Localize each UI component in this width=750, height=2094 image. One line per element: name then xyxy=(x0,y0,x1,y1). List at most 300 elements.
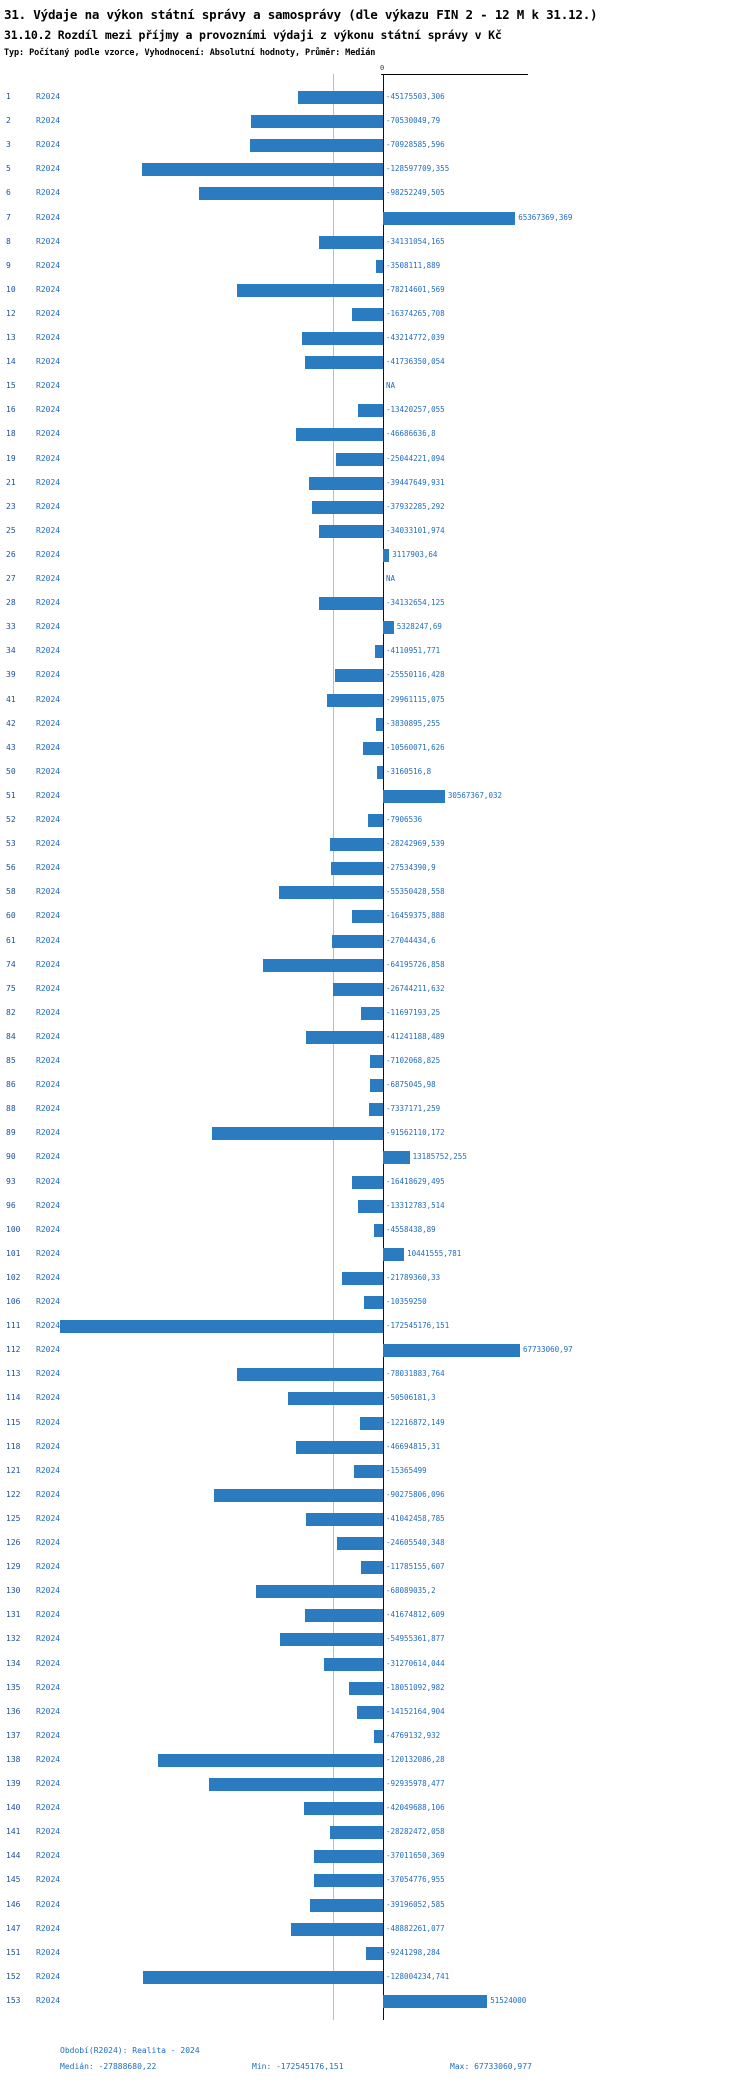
row-value-label: -39447649,931 xyxy=(386,477,445,487)
chart-row xyxy=(0,520,750,544)
row-period-label: R2024 xyxy=(36,1297,61,1306)
bar xyxy=(296,1441,383,1454)
chart-row xyxy=(0,1460,750,1484)
row-value-label: -92935978,477 xyxy=(386,1779,445,1788)
bar xyxy=(383,790,445,803)
row-index-label: 23 xyxy=(6,501,16,511)
row-index-label: 8 xyxy=(6,236,11,246)
row-index-label: 147 xyxy=(6,1923,21,1933)
bar xyxy=(352,910,383,923)
bar xyxy=(366,1947,383,1960)
row-period-label: R2024 xyxy=(36,1224,61,1234)
chart-row xyxy=(0,616,750,640)
chart-row xyxy=(0,1171,750,1195)
chart-row xyxy=(0,1725,750,1749)
row-value-label: 3117903,64 xyxy=(392,549,438,559)
row-value-label: -11785155,607 xyxy=(386,1562,445,1572)
bar xyxy=(279,886,383,899)
row-index-label: 2 xyxy=(6,116,11,126)
row-value-label: -41736350,054 xyxy=(386,357,445,367)
row-value-label: 13185752,255 xyxy=(412,1152,467,1162)
bar xyxy=(369,1103,383,1116)
row-period-label: R2024 xyxy=(36,188,61,198)
row-value-label: -34033101,974 xyxy=(386,525,445,535)
chart-row xyxy=(0,1749,750,1773)
chart-row xyxy=(0,1387,750,1411)
bar xyxy=(310,1899,383,1912)
chart-row xyxy=(0,279,750,303)
row-index-label: 7 xyxy=(6,212,11,222)
row-index-label: 42 xyxy=(6,718,16,728)
row-index-label: 12 xyxy=(6,308,16,318)
row-period-label: R2024 xyxy=(36,1827,61,1837)
row-period-label: R2024 xyxy=(36,1513,61,1523)
min-label: Min: -172545176,151 xyxy=(252,2062,344,2071)
chart-row xyxy=(0,399,750,423)
row-value-label: -39196052,585 xyxy=(386,1899,445,1909)
bar xyxy=(383,1344,520,1357)
row-index-label: 93 xyxy=(6,1176,16,1186)
row-index-label: 90 xyxy=(6,1152,16,1162)
bar xyxy=(319,525,383,538)
row-value-label: -9241298,284 xyxy=(386,1947,441,1957)
row-period-label: R2024 xyxy=(36,1104,61,1114)
row-index-label: 61 xyxy=(6,935,16,945)
row-period-label: R2024 xyxy=(36,1851,61,1861)
bar xyxy=(305,356,383,369)
row-period-label: R2024 xyxy=(36,935,61,945)
row-index-label: 41 xyxy=(6,694,16,704)
bar xyxy=(377,766,383,779)
row-period-label: R2024 xyxy=(36,646,61,656)
row-index-label: 21 xyxy=(6,477,16,487)
chart-row xyxy=(0,809,750,833)
bar xyxy=(143,1971,383,1984)
row-period-label: R2024 xyxy=(36,1465,61,1475)
chart-row xyxy=(0,1436,750,1460)
chart-row xyxy=(0,1412,750,1436)
bar xyxy=(333,983,383,996)
chart-row xyxy=(0,1821,750,1845)
bar xyxy=(383,621,394,634)
row-period-label: R2024 xyxy=(36,1682,61,1692)
row-index-label: 131 xyxy=(6,1610,21,1620)
chart-row xyxy=(0,1050,750,1074)
row-value-label: -34132654,125 xyxy=(386,598,445,608)
row-value-label: -68089035,2 xyxy=(386,1586,436,1596)
row-value-label: -98252249,505 xyxy=(386,188,445,198)
bar xyxy=(212,1127,383,1140)
bar xyxy=(363,742,383,755)
bar xyxy=(158,1754,383,1767)
chart-row xyxy=(0,713,750,737)
row-period-label: R2024 xyxy=(36,911,61,921)
row-value-label: 67733060,97 xyxy=(523,1345,573,1355)
row-period-label: R2024 xyxy=(36,1128,61,1138)
row-index-label: 3 xyxy=(6,140,11,150)
chart-row xyxy=(0,737,750,761)
row-value-label: 65367369,369 xyxy=(518,212,573,222)
bar xyxy=(383,549,389,562)
row-value-label: -31270614,044 xyxy=(386,1658,445,1668)
row-period-label: R2024 xyxy=(36,308,61,318)
bar xyxy=(370,1079,383,1092)
row-index-label: 60 xyxy=(6,911,16,921)
row-index-label: 152 xyxy=(6,1971,21,1981)
bar xyxy=(209,1778,383,1791)
chart-row xyxy=(0,785,750,809)
row-period-label: R2024 xyxy=(36,1080,61,1090)
row-value-label: -43214772,039 xyxy=(386,333,445,342)
bar xyxy=(304,1802,383,1815)
row-index-label: 136 xyxy=(6,1706,21,1716)
row-period-label: R2024 xyxy=(36,1248,61,1258)
bar xyxy=(352,308,383,321)
row-period-label: R2024 xyxy=(36,790,61,800)
row-index-label: 33 xyxy=(6,622,16,632)
chart-row xyxy=(0,1315,750,1339)
row-index-label: 153 xyxy=(6,1995,21,2005)
bar xyxy=(312,501,383,514)
row-value-label: -7906536 xyxy=(386,815,423,824)
row-period-label: R2024 xyxy=(36,1007,61,1017)
row-value-label: -14152164,904 xyxy=(386,1706,445,1716)
chart-row xyxy=(0,857,750,881)
row-index-label: 26 xyxy=(6,549,16,559)
bar xyxy=(374,1224,383,1237)
chart-row xyxy=(0,1026,750,1050)
chart-row xyxy=(0,1122,750,1146)
row-value-label: -4769132,932 xyxy=(386,1730,441,1740)
row-value-label: 30567367,032 xyxy=(447,790,502,800)
bar xyxy=(319,597,383,610)
row-index-label: 146 xyxy=(6,1899,21,1909)
bar xyxy=(142,163,383,176)
row-value-label: -6875045,98 xyxy=(386,1080,436,1090)
row-value-label: 10441555,781 xyxy=(407,1248,462,1258)
row-index-label: 140 xyxy=(6,1803,21,1813)
bar xyxy=(302,332,383,345)
axis-top-line xyxy=(381,74,528,75)
row-value-label: -25044221,094 xyxy=(386,453,445,463)
bar xyxy=(383,1995,487,2008)
bar xyxy=(383,212,515,225)
row-period-label: R2024 xyxy=(36,1369,61,1379)
chart-row xyxy=(0,1990,750,2014)
chart-row xyxy=(0,978,750,1002)
row-value-label: -120132086,28 xyxy=(386,1754,445,1764)
chart-row xyxy=(0,1628,750,1652)
chart-type-line: Typ: Počítaný podle vzorce, Vyhodnocení: Absolutní hodnoty, Průměr: Medián xyxy=(4,48,376,58)
row-value-label: -7337171,259 xyxy=(386,1104,441,1114)
row-index-label: 1 xyxy=(6,92,11,101)
row-period-label: R2024 xyxy=(36,1176,61,1186)
row-period-label: R2024 xyxy=(36,1947,61,1957)
row-value-label: -25550116,428 xyxy=(386,670,445,680)
row-value-label: -91562110,172 xyxy=(386,1128,445,1138)
bar xyxy=(60,1320,383,1333)
row-value-label: 51524000 xyxy=(490,1995,527,2005)
row-period-label: R2024 xyxy=(36,622,61,632)
row-index-label: 85 xyxy=(6,1056,16,1065)
row-period-label: R2024 xyxy=(36,1706,61,1716)
chart-row xyxy=(0,1966,750,1990)
row-period-label: R2024 xyxy=(36,1971,61,1981)
bar xyxy=(237,284,383,297)
chart-row xyxy=(0,905,750,929)
row-period-label: R2024 xyxy=(36,1272,61,1282)
chart-row xyxy=(0,689,750,713)
row-period-label: R2024 xyxy=(36,1152,61,1162)
row-index-label: 141 xyxy=(6,1827,21,1837)
chart-row xyxy=(0,1604,750,1628)
bar xyxy=(280,1633,383,1646)
row-value-label: NA xyxy=(386,574,396,583)
row-period-label: R2024 xyxy=(36,1538,61,1547)
chart-row xyxy=(0,568,750,592)
chart-row xyxy=(0,592,750,616)
row-value-label: -16418629,495 xyxy=(386,1176,445,1186)
bar xyxy=(383,1248,404,1261)
row-period-label: R2024 xyxy=(36,1393,61,1403)
chart-row xyxy=(0,448,750,472)
chart-row xyxy=(0,1484,750,1508)
row-index-label: 130 xyxy=(6,1586,21,1596)
bar xyxy=(250,139,383,152)
row-value-label: -21789360,33 xyxy=(386,1272,441,1282)
row-value-label: -4558438,89 xyxy=(386,1224,436,1234)
chart-row xyxy=(0,496,750,520)
row-index-label: 10 xyxy=(6,284,16,294)
row-period-label: R2024 xyxy=(36,1562,61,1572)
row-index-label: 132 xyxy=(6,1634,21,1644)
row-value-label: -78031883,764 xyxy=(386,1369,445,1379)
row-period-label: R2024 xyxy=(36,405,61,415)
row-value-label: -28282472,058 xyxy=(386,1827,445,1837)
row-index-label: 126 xyxy=(6,1538,21,1547)
row-value-label: -78214601,569 xyxy=(386,284,445,294)
row-value-label: -70530049,79 xyxy=(386,116,441,126)
row-period-label: R2024 xyxy=(36,92,61,101)
row-period-label: R2024 xyxy=(36,1056,61,1065)
chart-row xyxy=(0,1845,750,1869)
chart-row xyxy=(0,1942,750,1966)
row-value-label: -27534390,9 xyxy=(386,863,436,873)
chart-row xyxy=(0,110,750,134)
row-period-label: R2024 xyxy=(36,525,61,535)
row-index-label: 139 xyxy=(6,1779,21,1788)
bar xyxy=(342,1272,383,1285)
chart-row xyxy=(0,423,750,447)
chart-row xyxy=(0,182,750,206)
row-period-label: R2024 xyxy=(36,164,61,174)
bar-chart xyxy=(0,64,750,2024)
chart-row xyxy=(0,1653,750,1677)
row-value-label: -3508111,889 xyxy=(386,260,441,270)
chart-row xyxy=(0,881,750,905)
row-index-label: 121 xyxy=(6,1465,21,1475)
chart-row xyxy=(0,544,750,568)
bar xyxy=(288,1392,383,1405)
row-index-label: 58 xyxy=(6,887,16,897)
bar xyxy=(336,453,383,466)
row-value-label: -45175503,306 xyxy=(386,92,445,101)
bar xyxy=(330,838,383,851)
bar xyxy=(357,1706,383,1719)
row-value-label: -24605540,348 xyxy=(386,1538,445,1547)
chart-row xyxy=(0,1243,750,1267)
chart-footer xyxy=(0,2046,750,2086)
bar xyxy=(376,718,383,731)
row-index-label: 89 xyxy=(6,1128,16,1138)
bar xyxy=(335,669,383,682)
chart-row xyxy=(0,761,750,785)
row-period-label: R2024 xyxy=(36,1803,61,1813)
row-index-label: 52 xyxy=(6,815,16,824)
row-value-label: -16459375,888 xyxy=(386,911,445,921)
row-index-label: 115 xyxy=(6,1417,21,1427)
row-period-label: R2024 xyxy=(36,1489,61,1499)
row-index-label: 53 xyxy=(6,839,16,849)
row-period-label: R2024 xyxy=(36,1899,61,1909)
row-index-label: 151 xyxy=(6,1947,21,1957)
row-index-label: 13 xyxy=(6,333,16,342)
bar xyxy=(305,1609,383,1622)
bar xyxy=(330,1826,383,1839)
row-value-label: -90275806,096 xyxy=(386,1489,445,1499)
row-period-label: R2024 xyxy=(36,549,61,559)
row-value-label: -55350428,558 xyxy=(386,887,445,897)
bar xyxy=(375,645,383,658)
chart-row xyxy=(0,833,750,857)
bar xyxy=(263,959,383,972)
row-value-label: -54955361,877 xyxy=(386,1634,445,1644)
chart-row xyxy=(0,327,750,351)
row-value-label: -13312783,514 xyxy=(386,1200,445,1210)
chart-row xyxy=(0,1556,750,1580)
row-value-label: -46686636,8 xyxy=(386,429,436,439)
row-period-label: R2024 xyxy=(36,1441,61,1451)
row-index-label: 106 xyxy=(6,1297,21,1306)
bar xyxy=(251,115,383,128)
row-value-label: -28242969,539 xyxy=(386,839,445,849)
bar xyxy=(296,428,383,441)
chart-row xyxy=(0,1146,750,1170)
row-period-label: R2024 xyxy=(36,381,61,391)
row-period-label: R2024 xyxy=(36,1730,61,1740)
row-value-label: -11697193,25 xyxy=(386,1007,441,1017)
chart-row xyxy=(0,351,750,375)
row-value-label: -29961115,075 xyxy=(386,694,445,704)
row-index-label: 111 xyxy=(6,1321,21,1331)
bar xyxy=(291,1923,383,1936)
row-period-label: R2024 xyxy=(36,718,61,728)
chart-row xyxy=(0,1291,750,1315)
bar xyxy=(361,1561,383,1574)
bar xyxy=(349,1682,383,1695)
row-period-label: R2024 xyxy=(36,670,61,680)
bar xyxy=(364,1296,383,1309)
chart-row xyxy=(0,1532,750,1556)
bar xyxy=(383,1151,410,1164)
row-index-label: 86 xyxy=(6,1080,16,1090)
row-period-label: R2024 xyxy=(36,815,61,824)
row-index-label: 50 xyxy=(6,766,16,776)
row-index-label: 51 xyxy=(6,790,16,800)
bar xyxy=(361,1007,383,1020)
row-index-label: 34 xyxy=(6,646,16,656)
chart-row xyxy=(0,231,750,255)
chart-row xyxy=(0,1508,750,1532)
chart-row xyxy=(0,1339,750,1363)
row-index-label: 75 xyxy=(6,983,16,993)
row-period-label: R2024 xyxy=(36,574,61,583)
chart-row xyxy=(0,1869,750,1893)
chart-row xyxy=(0,1195,750,1219)
row-period-label: R2024 xyxy=(36,212,61,222)
chart-row xyxy=(0,1918,750,1942)
chart-row xyxy=(0,954,750,978)
chart-subtitle: 31.10.2 Rozdíl mezi příjmy a provozními výdaji z výkonu státní správy v Kč xyxy=(4,28,502,42)
bar xyxy=(358,1200,383,1213)
row-index-label: 113 xyxy=(6,1369,21,1379)
row-period-label: R2024 xyxy=(36,453,61,463)
row-period-label: R2024 xyxy=(36,959,61,969)
row-value-label: -10560071,626 xyxy=(386,742,445,752)
row-value-label: -128597709,355 xyxy=(386,164,450,174)
row-index-label: 112 xyxy=(6,1345,21,1355)
chart-row xyxy=(0,134,750,158)
row-index-label: 101 xyxy=(6,1248,21,1258)
row-value-label: -64195726,858 xyxy=(386,959,445,969)
row-period-label: R2024 xyxy=(36,1031,61,1041)
max-label: Max: 67733060,977 xyxy=(450,2062,532,2071)
row-value-label: -18051092,982 xyxy=(386,1682,445,1692)
row-index-label: 134 xyxy=(6,1658,21,1668)
row-period-label: R2024 xyxy=(36,1875,61,1885)
chart-row xyxy=(0,1267,750,1291)
bar xyxy=(332,935,383,948)
bar xyxy=(199,187,383,200)
row-value-label: -37054776,955 xyxy=(386,1875,445,1885)
row-value-label: NA xyxy=(386,381,396,391)
row-index-label: 88 xyxy=(6,1104,16,1114)
row-period-label: R2024 xyxy=(36,1586,61,1596)
row-value-label: -37932285,292 xyxy=(386,501,445,511)
chart-row xyxy=(0,207,750,231)
row-index-label: 39 xyxy=(6,670,16,680)
row-value-label: -48882261,077 xyxy=(386,1923,445,1933)
chart-row xyxy=(0,1002,750,1026)
row-index-label: 82 xyxy=(6,1007,16,1017)
row-period-label: R2024 xyxy=(36,333,61,342)
axis-zero-label: 0 xyxy=(380,64,385,72)
row-value-label: -128004234,741 xyxy=(386,1971,450,1981)
row-period-label: R2024 xyxy=(36,429,61,439)
row-period-label: R2024 xyxy=(36,694,61,704)
row-value-label: -41241188,489 xyxy=(386,1031,445,1041)
bar xyxy=(354,1465,383,1478)
bar xyxy=(376,260,383,273)
bar xyxy=(352,1176,383,1189)
page-title: 31. Výdaje na výkon státní správy a samosprávy (dle výkazu FIN 2 - 12 M k 31.12.) xyxy=(4,7,598,22)
chart-row xyxy=(0,1219,750,1243)
row-value-label: -27044434,6 xyxy=(386,935,436,945)
row-period-label: R2024 xyxy=(36,863,61,873)
chart-row xyxy=(0,158,750,182)
row-value-label: -41674812,609 xyxy=(386,1610,445,1620)
row-period-label: R2024 xyxy=(36,1658,61,1668)
